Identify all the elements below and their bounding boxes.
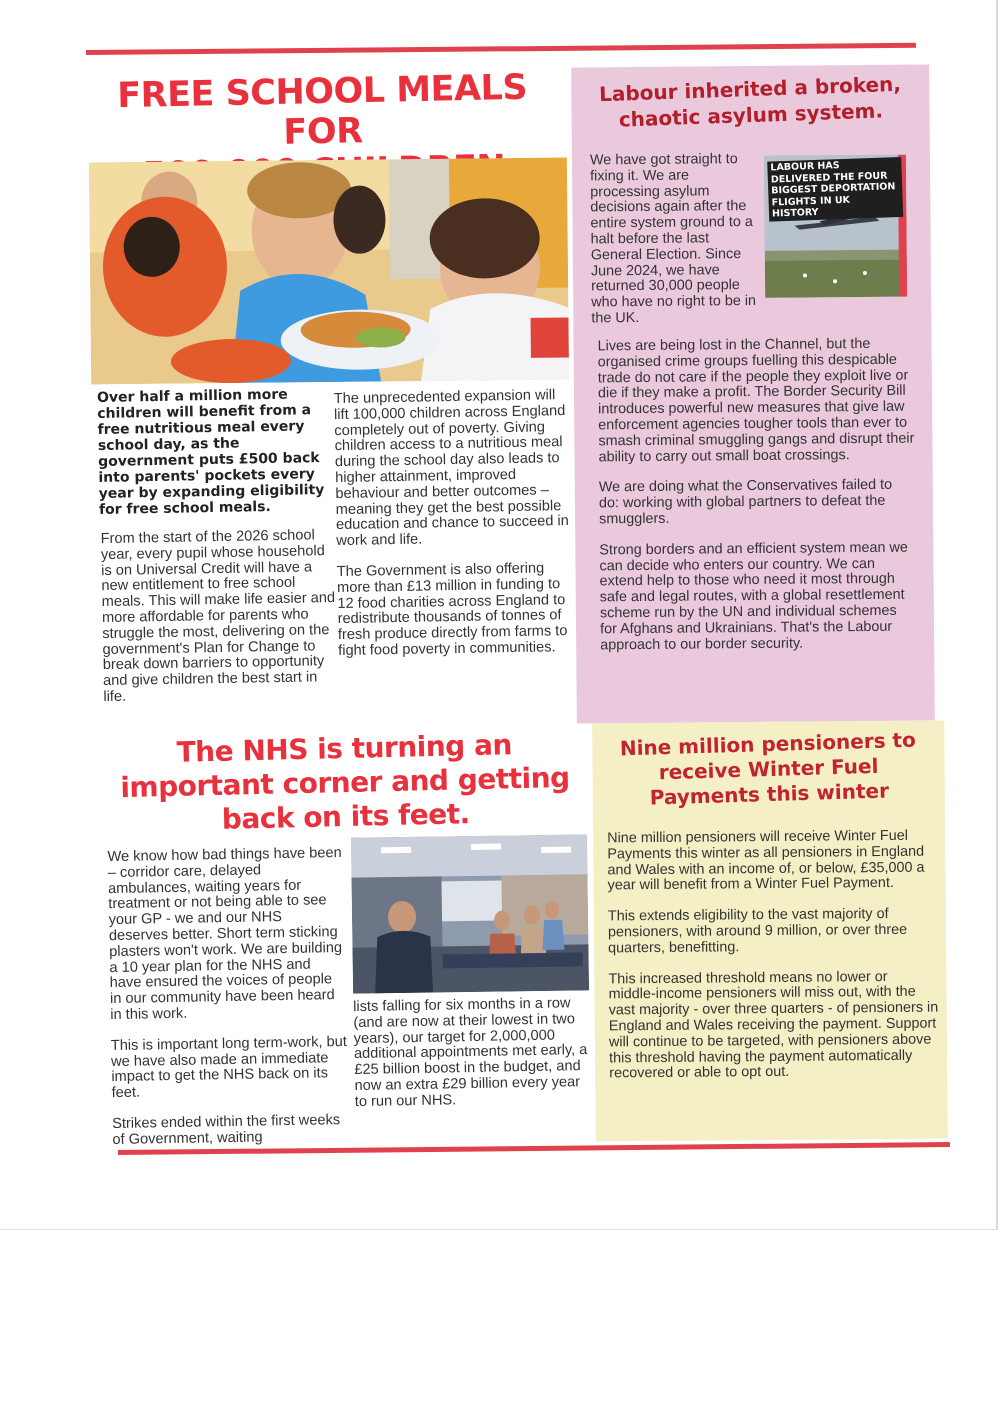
school-meals-headline-line1: FREE SCHOOL MEALS FOR [116,67,528,153]
nhs-para2: This is important long term-work, but we have also made an immediate impact to get the NHS back on its feet. [110,1033,347,1102]
children-lunch-photo [89,158,569,385]
nhs-para4: lists falling for six months in a row (and are now at their lowest in two years), our target for 2,000,000 additional appointments met early, a £25 billion boost in the budget, and now an extra £29 billion every year to run our NHS. [353,995,588,1110]
hospital-waiting-room-photo [351,834,589,993]
asylum-para3: We are doing what the Conservatives failed to do: working with global partners to defeat the smugglers. [598,477,893,528]
winter-fuel-headline-line1: Nine million pensioners to [619,727,917,761]
winter-fuel-headline-line3: Payments this winter [649,778,890,810]
winter-fuel-para3: This increased threshold means no lower or middle-income pensioners will miss out, with the vast majority - over three quarters - of pensioners in England and Wales receiving the payment. Support will continue to be targeted, with pensioners above this threshold having the payment automatically recovered or able to opt out. [608,968,939,1082]
school-meals-column1: From the start of the 2026 school year, every pupil whose household is on Universal Credit will have a new entitlement to free school meals. This will make life easier and more affordable for parents who struggle the most, delivering on the government's Plan for Change to break down barriers to opportunity and give children the best start in life. [100,527,336,706]
nhs-para1: We know how bad things have been – corridor care, delayed ambulances, waiting years for treatment or not being able to see your GP - we and our NHS deserves better. Short term sticking plasters won't work. We are building a 10 year plan for the NHS and have ensured the voices of people in our community have been heard in this work. [107,844,343,1024]
nhs-headline [99,726,591,839]
waiting-room-illustration [351,834,589,993]
deportation-flight-photo [764,155,907,298]
winter-fuel-para1: Nine million pensioners will receive Winter Fuel Payments this winter as all pensioners in England and Wales with an income of, or below, £35,000 a year will benefit from a Winter Fuel Payment. [607,827,925,894]
asylum-headline-line1: Labour inherited a broken, [598,71,902,107]
school-meals-column2-para1: The unprecedented expansion will lift 100,000 children across England completely out of poverty. Giving children access to a nutritious meal during the school day also leads to higher attainment, improved behaviour and better outcomes – meaning they get the best possible education and chance to succeed in work and life. [333,387,569,550]
nhs-para3: Strikes ended within the first weeks of Government, waiting [112,1112,341,1148]
asylum-body [598,337,917,654]
winter-fuel-para2: This extends eligibility to the vast majority of pensioners, with around 9 million, or over three quarters, benefitting. [607,906,908,957]
asylum-panel [571,64,935,723]
asylum-intro: We have got straight to fixing it. We are processing asylum decisions again after the entire system ground to a halt before the last General Election. Since June 2024, we have returned 30,000 people who have no right to be in the UK. [589,151,757,327]
deportation-caption: LABOUR HAS DELIVERED THE FOUR BIGGEST DEPORTATION FLIGHTS IN UK HISTORY [767,157,903,221]
school-meals-column2-para2: The Government is also offering more than £13 million in funding to 12 food charities across England to redistribute thousands of tonnes of fresh produce directly from farms to fight food poverty in communities. [336,560,568,659]
winter-fuel-headline [596,727,942,812]
nhs-headline-line1: The NHS is turning an [176,728,513,769]
nhs-column1 [107,846,348,1149]
winter-fuel-panel [592,720,948,1141]
nhs-headline-line2: important corner and getting [120,760,570,805]
winter-fuel-body [607,829,939,1083]
asylum-headline [577,70,925,134]
winter-fuel-headline-line2: receive Winter Fuel [658,753,879,785]
school-meals-lede: Over half a million more children will benefit from a free nutritious meal every school day, as the government puts £500 back into parents' pockets every year by expanding eligibility for free school meals. [96,386,325,518]
school-meals-column2 [334,388,575,660]
asylum-para2: Lives are being lost in the Channel, but the organised crime groups fuelling this despicable trade do not care if the people they exploit live or die if they make a profit. The Border Security Bill introduces powerful new measures that give law enforcement agencies tougher tools than ever to smash criminal smuggling gangs and disrupt their ability to carry out small boat crossings. [597,335,915,465]
asylum-para4: Strong borders and an efficient system mean we can decide who enters our country. We can extend help to those who need it most through safe and legal routes, with a global resettlement scheme run by the UN and individual schemes for Afghans and Ukrainians. That's the Labour approach to our border security. [599,539,908,653]
nhs-headline-line3: back on its feet. [221,797,471,836]
children-lunch-illustration [89,158,569,385]
asylum-headline-line2: chaotic asylum system. [618,98,884,132]
